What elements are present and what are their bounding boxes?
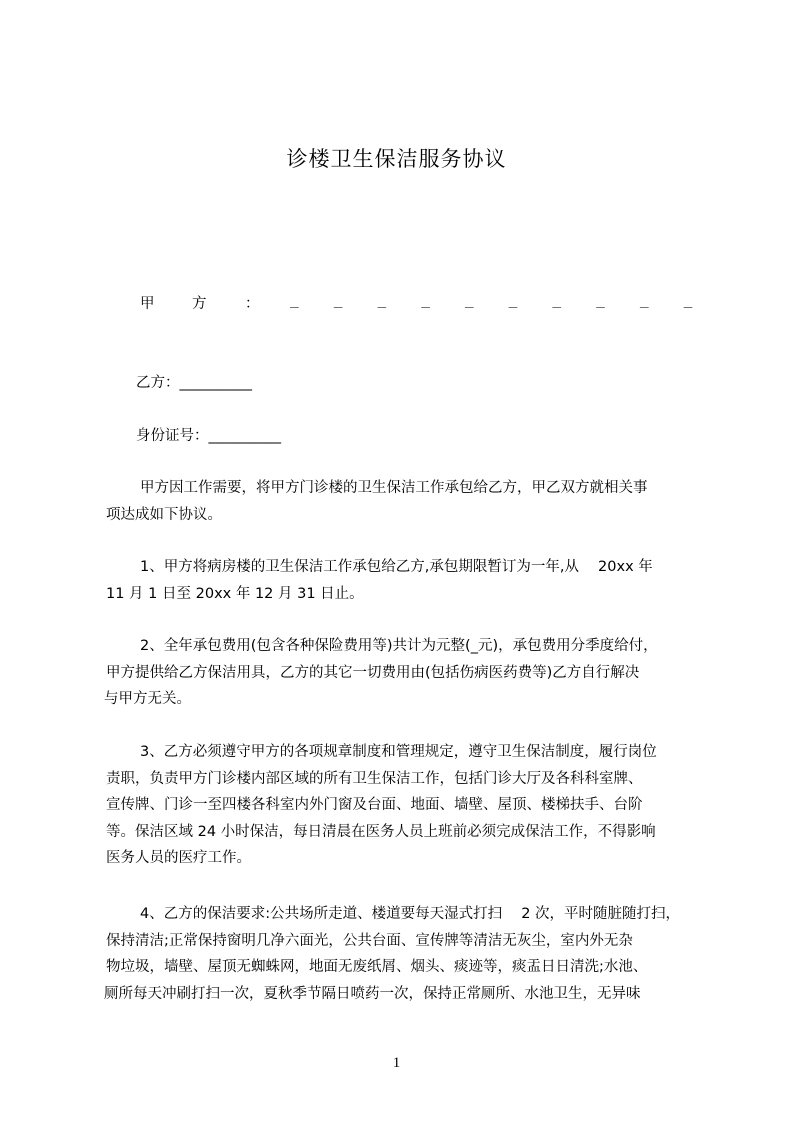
paragraph-line: 宣传牌、门诊一至四楼各科室内外门窗及台面、地面、墙壁、屋顶、楼梯扶手、台阶 (106, 797, 643, 813)
paragraph-line: 2、全年承包费用(包含各种保险费用等)共计为元整(_元)，承包费用分季度给付， (140, 638, 658, 654)
paragraph-line: 甲方因工作需要，将甲方门诊楼的卫生保洁工作承包给乙方，甲乙双方就相关事 (140, 480, 648, 496)
paragraph-line: 等。保洁区域 24 小时保洁，每日清晨在医务人员上班前必须完成保洁工作，不得影响 (106, 823, 656, 840)
party-a-label-char1: 甲 (140, 296, 155, 312)
paragraph-line: 3、乙方必须遵守甲方的各项规章制度和管理规定，遵守卫生保洁制度，履行岗位 (140, 744, 657, 760)
paragraph-line: 11 月 1 日至 20xx 年 12 月 31 日止。 (106, 585, 364, 602)
page-number: 1 (392, 1055, 401, 1071)
paragraph-line: 保持清洁;正常保持窗明几净六面光，公共台面、宣传牌等清洁无灰尘，室内外无杂 (106, 932, 633, 949)
paragraph-clause-1 (104, 554, 704, 607)
party-a-colon: ： (245, 296, 260, 312)
paragraph-line: 项达成如下协议。 (106, 506, 222, 523)
paragraph-line: 医务人员的医疗工作。 (106, 850, 251, 866)
paragraph-clause-4 (104, 901, 704, 1007)
paragraph-clause-3 (104, 739, 704, 872)
party-a-field (140, 292, 728, 314)
paragraph-clause-2 (104, 633, 704, 713)
id-number-field: 身份证号：__________ (136, 428, 281, 444)
party-b-field: 乙方：__________ (136, 375, 252, 391)
party-a-blank: __________ (290, 292, 728, 308)
paragraph-line: 1、甲方将病房楼的卫生保洁工作承包给乙方,承包期限暂订为一年,从 20xx 年 (140, 559, 653, 575)
paragraph-line: 责职，负责甲方门诊楼内部区域的所有卫生保洁工作，包括门诊大厅及各科科室牌、 (106, 770, 643, 787)
paragraph-line: 4、乙方的保洁要求:公共场所走道、楼道要每天湿式打扫 2 次，平时随脏随打扫， (140, 906, 681, 922)
paragraph-intro (104, 475, 704, 528)
document-title: 诊楼卫生保洁服务协议 (286, 147, 507, 171)
paragraph-line: 物垃圾，墙壁、屋顶无蜘蛛网，地面无废纸屑、烟头、痰迹等，痰盂日日清洗;水池、 (106, 959, 648, 975)
paragraph-line: 甲方提供给乙方保洁用具，乙方的其它一切费用由(包括伤病医药费等)乙方自行解决 (106, 664, 640, 681)
party-a-label-char2: 方 (192, 296, 207, 312)
paragraph-line: 厕所每天冲刷打扫一次，夏秋季节隔日喷药一次，保持正常厕所、水池卫生，无异味 (104, 985, 641, 1002)
paragraph-line: 与甲方无关。 (104, 691, 191, 707)
